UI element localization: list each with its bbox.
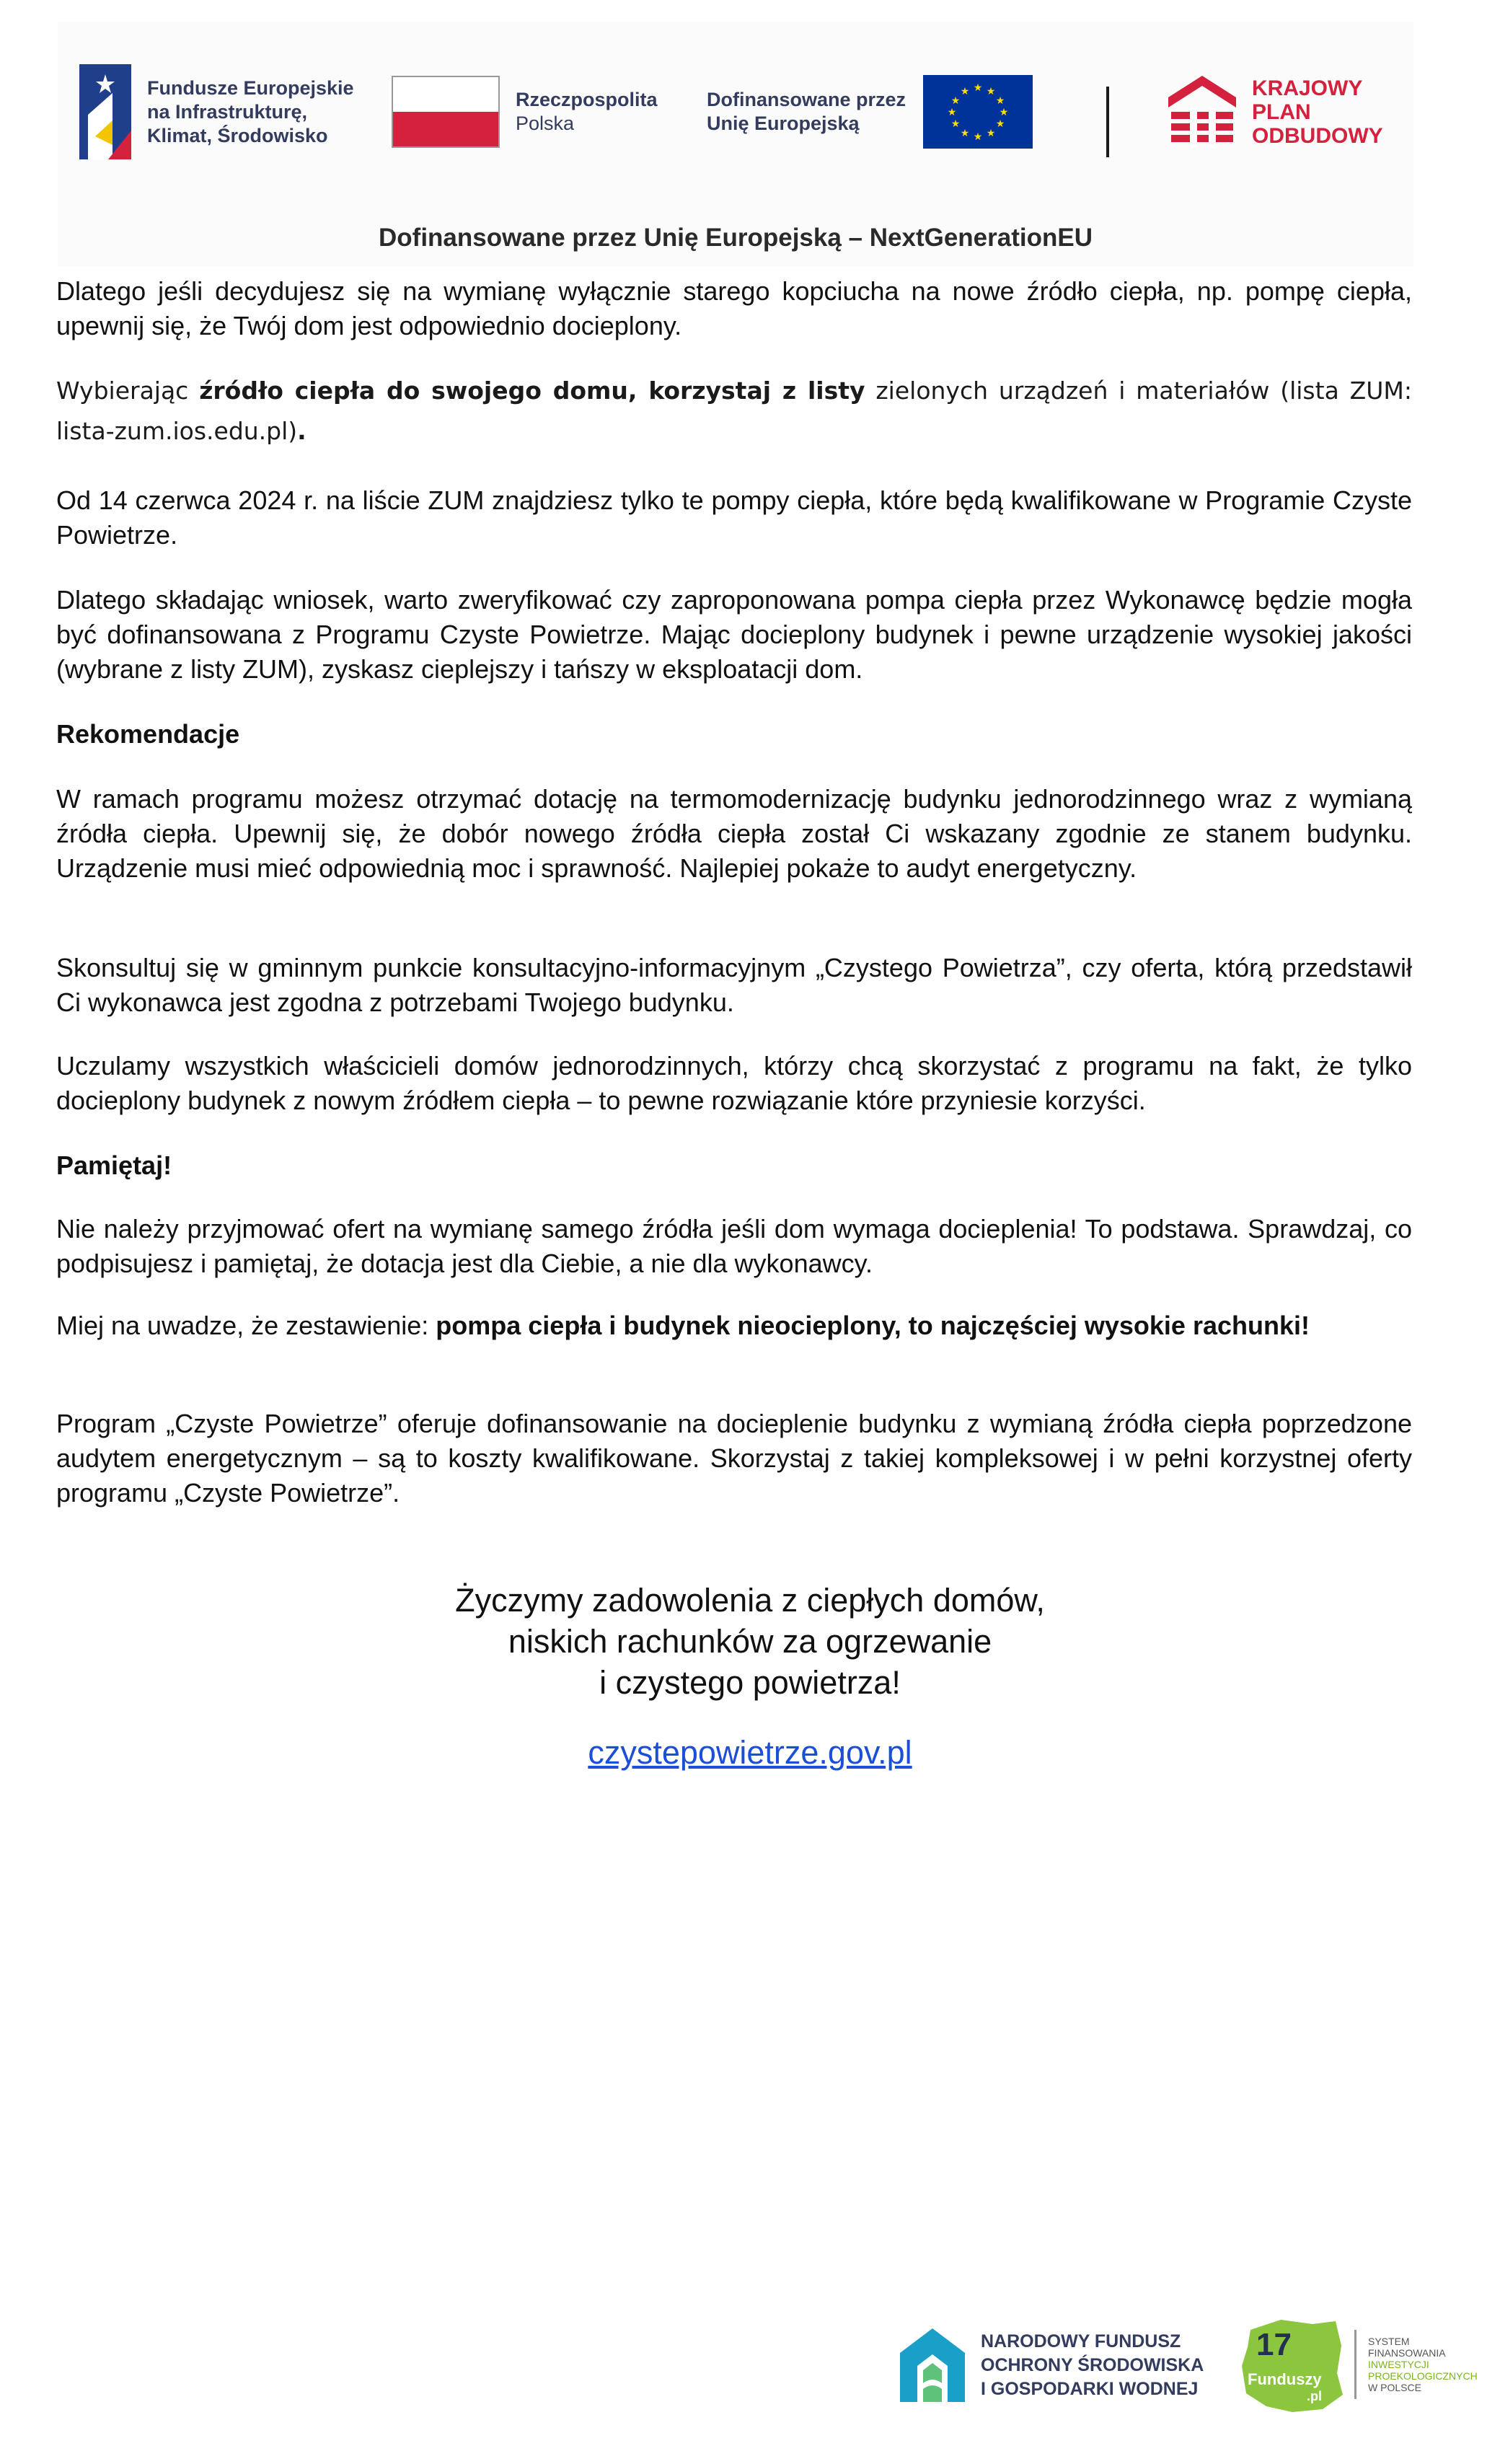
svg-text:★: ★ [950,118,961,130]
svg-text:★: ★ [973,82,983,94]
polish-flag-icon [392,76,500,148]
paragraph-3-block [56,483,1412,553]
paragraph-10-block [56,1407,1412,1510]
logo-rzeczpospolita-polska [392,43,658,180]
closing-line-2: niskich rachunków za ogrzewanie [508,1623,992,1660]
paragraph-2-block [56,371,1412,452]
17-funduszy-badge [1238,2314,1346,2415]
p2-bold: źródło ciepła do swojego domu, korzystaj z listy [199,377,865,405]
eu-line-2: Unię Europejską [707,113,860,134]
eu-flag-icon [923,75,1033,149]
heading-rekomendacje: Rekomendacje [56,719,240,749]
svg-text:★: ★ [947,107,957,118]
closing-line-3: i czystego powietrza! [599,1664,901,1701]
fe-line-1: Fundusze Europejskie [147,76,354,99]
fe-line-2: na Infrastrukturę, [147,100,308,123]
nfosigw-mark-icon [897,2326,968,2405]
paragraph-6: Skonsultuj się w gminnym punkcie konsultacyjno-informacyjnym „Czystego Powietrza”, czy oferta, którą przedstawił Ci wykonawca jest zgodna z potrzebami Twojego budynku. [56,953,1412,1017]
p2-start: Wybierając [56,377,200,405]
svg-text:★: ★ [995,95,1005,107]
paragraph-8: Nie należy przyjmować ofert na wymianę samego źródła jeśli dom wymaga docieplenia! To podstawa. Sprawdzaj, co podpisujesz i pamiętaj, że dotacja jest dla Ciebie, a nie dla wykonawcy. [56,1214,1412,1278]
fundusze-europejskie-text [147,76,354,148]
svg-text:★: ★ [973,131,983,143]
footer-separator [1354,2330,1356,2399]
sf-line-3: INWESTYCJI [1368,2359,1429,2370]
sf-line-4: PROEKOLOGICZNYCH [1368,2370,1478,2382]
paragraph-7-block [56,1049,1412,1118]
svg-text:★: ★ [995,118,1005,130]
kpo-text [1252,76,1383,148]
eu-line-1: Dofinansowane przez [707,89,906,110]
poland-map-icon [1238,2314,1346,2415]
website-link-block [0,1734,1500,1772]
fundusze-europejskie-mark-icon [79,64,131,159]
closing-wishes [0,1580,1500,1703]
paragraph-4: Dlatego składając wniosek, warto zweryfikować czy zaproponowana pompa ciepła przez Wykonawcę będzie mogła być dofinansowana z Programu Czyste Powietrze. Mając docieplony budynek i pewne urządzenie wysokiej jakości (wybrane z listy ZUM), zyskasz cieplejszy i tańszy w eksploatacji dom. [56,585,1412,684]
fe-line-3: Klimat, Środowisko [147,124,328,146]
paragraph-6-block [56,951,1412,1020]
p9-bold: pompa ciepła i budynek nieocieplony, to najczęściej wysokie rachunki! [436,1311,1310,1340]
paragraph-5-block [56,782,1412,886]
badge-domain: .pl [1307,2389,1322,2403]
kpo-line-3: ODBUDOWY [1252,123,1383,148]
svg-text:★: ★ [960,128,970,139]
rzeczpospolita-text [516,88,658,136]
nfosigw-text [981,2330,1204,2401]
paragraph-4-block [56,583,1412,687]
header-banner [58,22,1413,267]
p9-start: Miej na uwadze, że zestawienie: [56,1311,436,1340]
paragraph-1-block [56,274,1412,343]
svg-text:★: ★ [986,128,996,139]
badge-number: 17 [1256,2327,1292,2362]
p2-rest: zielonych urządzeń i materiałów (lista ZUM: lista-zum.ios.edu.pl) [56,377,1412,445]
paragraph-3: Od 14 czerwca 2024 r. na liście ZUM znajdziesz tylko te pompy ciepła, które będą kwalifikowane w Programie Czyste Powietrze. [56,485,1412,550]
logo-nfosigw [897,2326,1204,2405]
svg-text:★: ★ [999,107,1009,118]
paragraph-5: W ramach programu możesz otrzymać dotację na termomodernizację budynku jednorodzinnego wraz z wymianą źródła ciepła. Upewnij się, że dobór nowego źródła ciepła został Ci wskazany zgodnie ze stanem budynku. Urządzenie musi mieć odpowiednią moc i sprawność. Najlepiej pokaże to audyt energetyczny. [56,784,1412,883]
nf-line-2: OCHRONY ŚRODOWISKA [981,2354,1204,2375]
paragraph-10: Program „Czyste Powietrze” oferuje dofinansowanie na docieplenie budynku z wymianą źródła ciepła poprzedzone audytem energetycznym – są to koszty kwalifikowane. Skorzystaj z takiej kompleksowej i w pełni korzystnej oferty programu „Czyste Powietrze”. [56,1409,1412,1508]
sf-line-2: FINANSOWANIA [1368,2347,1446,2359]
paragraph-9 [56,1308,1412,1343]
rp-line-2: Polska [516,113,575,134]
kpo-line-1: KRAJOWY [1252,76,1363,100]
nf-line-1: NARODOWY FUNDUSZ [981,2331,1181,2351]
dofinansowane-ue-text [707,88,906,136]
paragraph-9-block [56,1308,1412,1343]
logo-dofinansowane-ue [707,43,1033,180]
svg-text:★: ★ [960,86,970,97]
paragraph-1: Dlatego jeśli decydujesz się na wymianę wyłącznie starego kopciucha na nowe źródło ciepła, np. pompę ciepła, upewnij się, że Twój dom jest odpowiednio docieplony. [56,276,1412,340]
system-finansowania-text [1368,2336,1478,2393]
funding-line: Dofinansowane przez Unię Europejską – NextGenerationEU [379,224,1093,252]
badge-word: Funduszy [1248,2370,1322,2388]
svg-text:★: ★ [986,86,996,97]
logo-17-funduszy [1238,2314,1478,2415]
heading-pamietaj-block [56,1148,1412,1183]
rp-line-1: Rzeczpospolita [516,89,658,110]
website-link[interactable]: czystepowietrze.gov.pl [588,1734,912,1771]
paragraph-8-block [56,1212,1412,1281]
logo-separator [1106,87,1109,157]
kpo-mark-icon [1168,76,1236,148]
paragraph-2 [56,371,1412,452]
sf-line-1: SYSTEM [1368,2336,1410,2347]
paragraph-7: Uczulamy wszystkich właścicieli domów jednorodzinnych, którzy chcą skorzystać z programu na fakt, że tylko docieplony budynek z nowym źródłem ciepła – to pewne rozwiązanie które przyniesie korzyści. [56,1051,1412,1115]
logo-fundusze-europejskie [79,43,354,180]
sf-line-5: W POLSCE [1368,2382,1421,2393]
kpo-line-2: PLAN [1252,100,1311,124]
nf-line-3: I GOSPODARKI WODNEJ [981,2378,1199,2399]
logo-strip [58,43,1413,180]
p2-end: . [297,417,306,445]
logo-krajowy-plan-odbudowy [1168,43,1383,180]
svg-text:★: ★ [950,95,961,107]
closing-line-1: Życzymy zadowolenia z ciepłych domów, [455,1582,1045,1619]
heading-pamietaj: Pamiętaj! [56,1150,172,1180]
heading-rekomendacje-block [56,717,1412,752]
